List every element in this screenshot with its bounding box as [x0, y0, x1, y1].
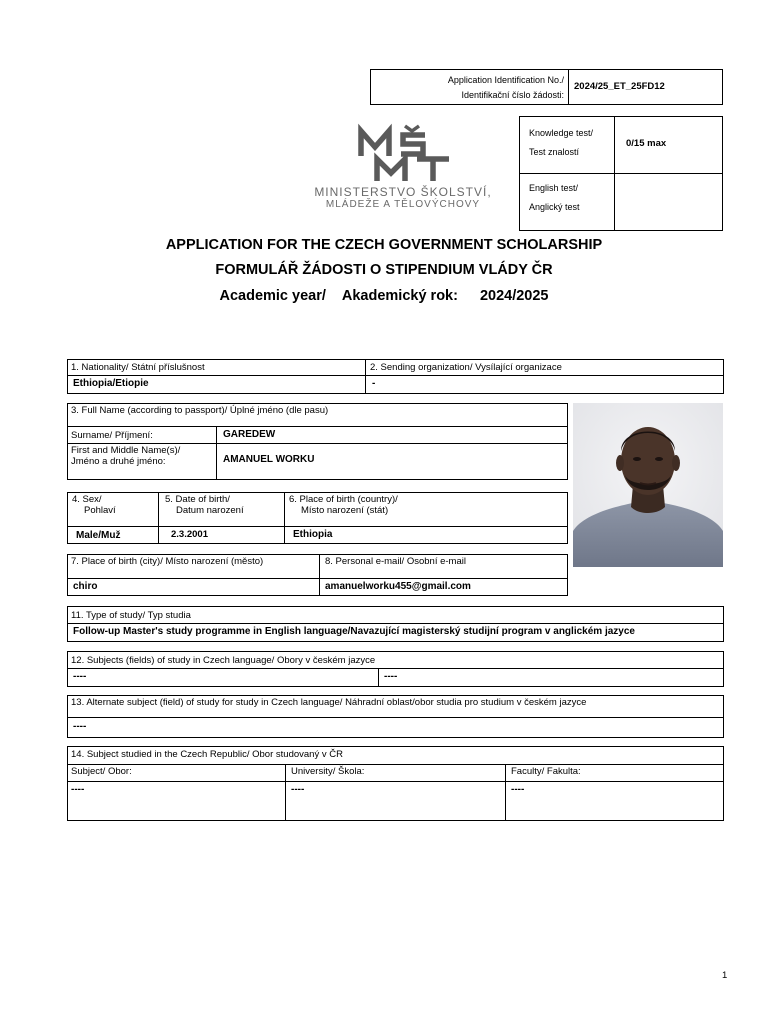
- studied-faculty-value: ----: [511, 784, 525, 795]
- subjects-col-divider: [378, 668, 379, 687]
- nationality-sending-divider: [365, 359, 366, 394]
- study-type-label: 11. Type of study/ Typ studia: [71, 610, 191, 621]
- subjects-value-1: ----: [73, 671, 87, 682]
- title-czech: FORMULÁŘ ŽÁDOSTI O STIPENDIUM VLÁDY ČR: [215, 262, 553, 278]
- full-name-label: 3. Full Name (according to passport)/ Úplné jméno (dle pasu): [71, 405, 329, 416]
- academic-year-label-cz: Akademický rok:: [341, 288, 458, 304]
- alternate-subject-row-divider: [67, 717, 724, 718]
- studied-subject-value: ----: [71, 784, 85, 795]
- academic-year-label-en: Academic year/: [219, 288, 326, 304]
- pob-city-label: 7. Place of birth (city)/ Místo narození (město): [71, 556, 264, 567]
- studied-university-value: ----: [291, 784, 305, 795]
- knowledge-test-value: 0/15 max: [626, 138, 667, 149]
- title-english: APPLICATION FOR THE CZECH GOVERNMENT SCHOLARSHIP: [165, 237, 603, 253]
- academic-year-line: [0, 288, 768, 304]
- study-type-row-divider: [67, 623, 724, 624]
- pob-country-label-2: Místo narození (stát): [301, 505, 389, 516]
- studied-subject-col-divider-2: [505, 764, 506, 821]
- nationality-sending-row-divider: [67, 375, 724, 376]
- nationality-label: 1. Nationality/ Státní příslušnost: [71, 362, 205, 373]
- dob-value: 2.3.2001: [171, 529, 208, 540]
- full-name-divider-2: [67, 443, 568, 444]
- nationality-value: Ethiopia/Etiopie: [73, 378, 149, 389]
- first-name-label-1: First and Middle Name(s)/: [71, 445, 181, 456]
- sex-label-2: Pohlaví: [84, 505, 116, 516]
- place-email-row-divider: [67, 578, 568, 579]
- ministry-logo-line2: MLÁDEŽE A TĚLOVÝCHOVY: [325, 199, 481, 210]
- sex-value: Male/Muž: [76, 530, 121, 541]
- sex-label-1: 4. Sex/: [72, 494, 102, 505]
- pob-country-label-1: 6. Place of birth (country)/: [289, 494, 398, 505]
- subjects-value-2: ----: [384, 671, 398, 682]
- page-number: 1: [722, 970, 728, 981]
- ministry-logo-line1: MINISTERSTVO ŠKOLSTVÍ,: [314, 185, 492, 199]
- alternate-subject-label: 13. Alternate subject (field) of study for study in Czech language/ Náhradní oblast/obor studia pro studium v českém jazyce: [71, 697, 587, 708]
- surname-value: GAREDEW: [223, 429, 276, 440]
- subjects-label: 12. Subjects (fields) of study in Czech language/ Obory v českém jazyce: [71, 655, 376, 666]
- email-value: amanuelworku455@gmail.com: [325, 581, 471, 592]
- academic-year-value: 2024/2025: [479, 288, 549, 304]
- personal-details-col-divider-1: [158, 492, 159, 544]
- first-name-label-2: Jméno a druhé jméno:: [71, 456, 166, 467]
- application-id-value: 2024/25_ET_25FD12: [574, 81, 665, 92]
- studied-subject-col-divider-1: [285, 764, 286, 821]
- study-type-value: Follow-up Master's study programme in English language/Navazující magisterský studijní program v anglickém jazyce: [73, 626, 635, 637]
- english-test-label-en: English test/: [529, 183, 579, 193]
- place-email-col-divider: [319, 554, 320, 596]
- full-name-col-divider: [216, 426, 217, 480]
- application-id-label-cz: Identifikační číslo žádosti:: [461, 90, 564, 100]
- pob-country-value: Ethiopia: [293, 529, 333, 540]
- full-name-divider-1: [67, 426, 568, 427]
- surname-label: Surname/ Příjmení:: [71, 430, 153, 441]
- first-name-value: AMANUEL WORKU: [223, 454, 315, 465]
- email-label: 8. Personal e-mail/ Osobní e-mail: [325, 556, 466, 567]
- dob-label-1: 5. Date of birth/: [165, 494, 230, 505]
- ministry-logo-icon: [355, 123, 455, 185]
- studied-subject-row-divider-1: [67, 764, 724, 765]
- dob-label-2: Datum narození: [176, 505, 244, 516]
- alternate-subject-value: ----: [73, 721, 87, 732]
- sending-organization-label: 2. Sending organization/ Vysílající organizace: [370, 362, 562, 373]
- studied-faculty-label: Faculty/ Fakulta:: [511, 766, 581, 777]
- studied-label: 14. Subject studied in the Czech Republic/ Obor studovaný v ČR: [71, 749, 343, 760]
- english-test-label-cz: Anglický test: [529, 202, 580, 212]
- personal-details-row-divider: [67, 526, 568, 527]
- application-id-divider: [568, 69, 569, 105]
- applicant-photo: [573, 403, 723, 567]
- sending-organization-value: -: [372, 378, 376, 389]
- studied-university-label: University/ Škola:: [291, 766, 365, 777]
- test-scores-row-divider: [519, 173, 723, 174]
- knowledge-test-label-cz: Test znalostí: [529, 147, 580, 157]
- studied-subject-label: Subject/ Obor:: [71, 766, 132, 777]
- personal-details-col-divider-2: [284, 492, 285, 544]
- pob-city-value: chiro: [73, 581, 98, 592]
- application-id-label-en: Application Identification No./: [447, 75, 564, 85]
- knowledge-test-label-en: Knowledge test/: [529, 128, 594, 138]
- subjects-row-divider: [67, 668, 724, 669]
- studied-subject-row-divider-2: [67, 781, 724, 782]
